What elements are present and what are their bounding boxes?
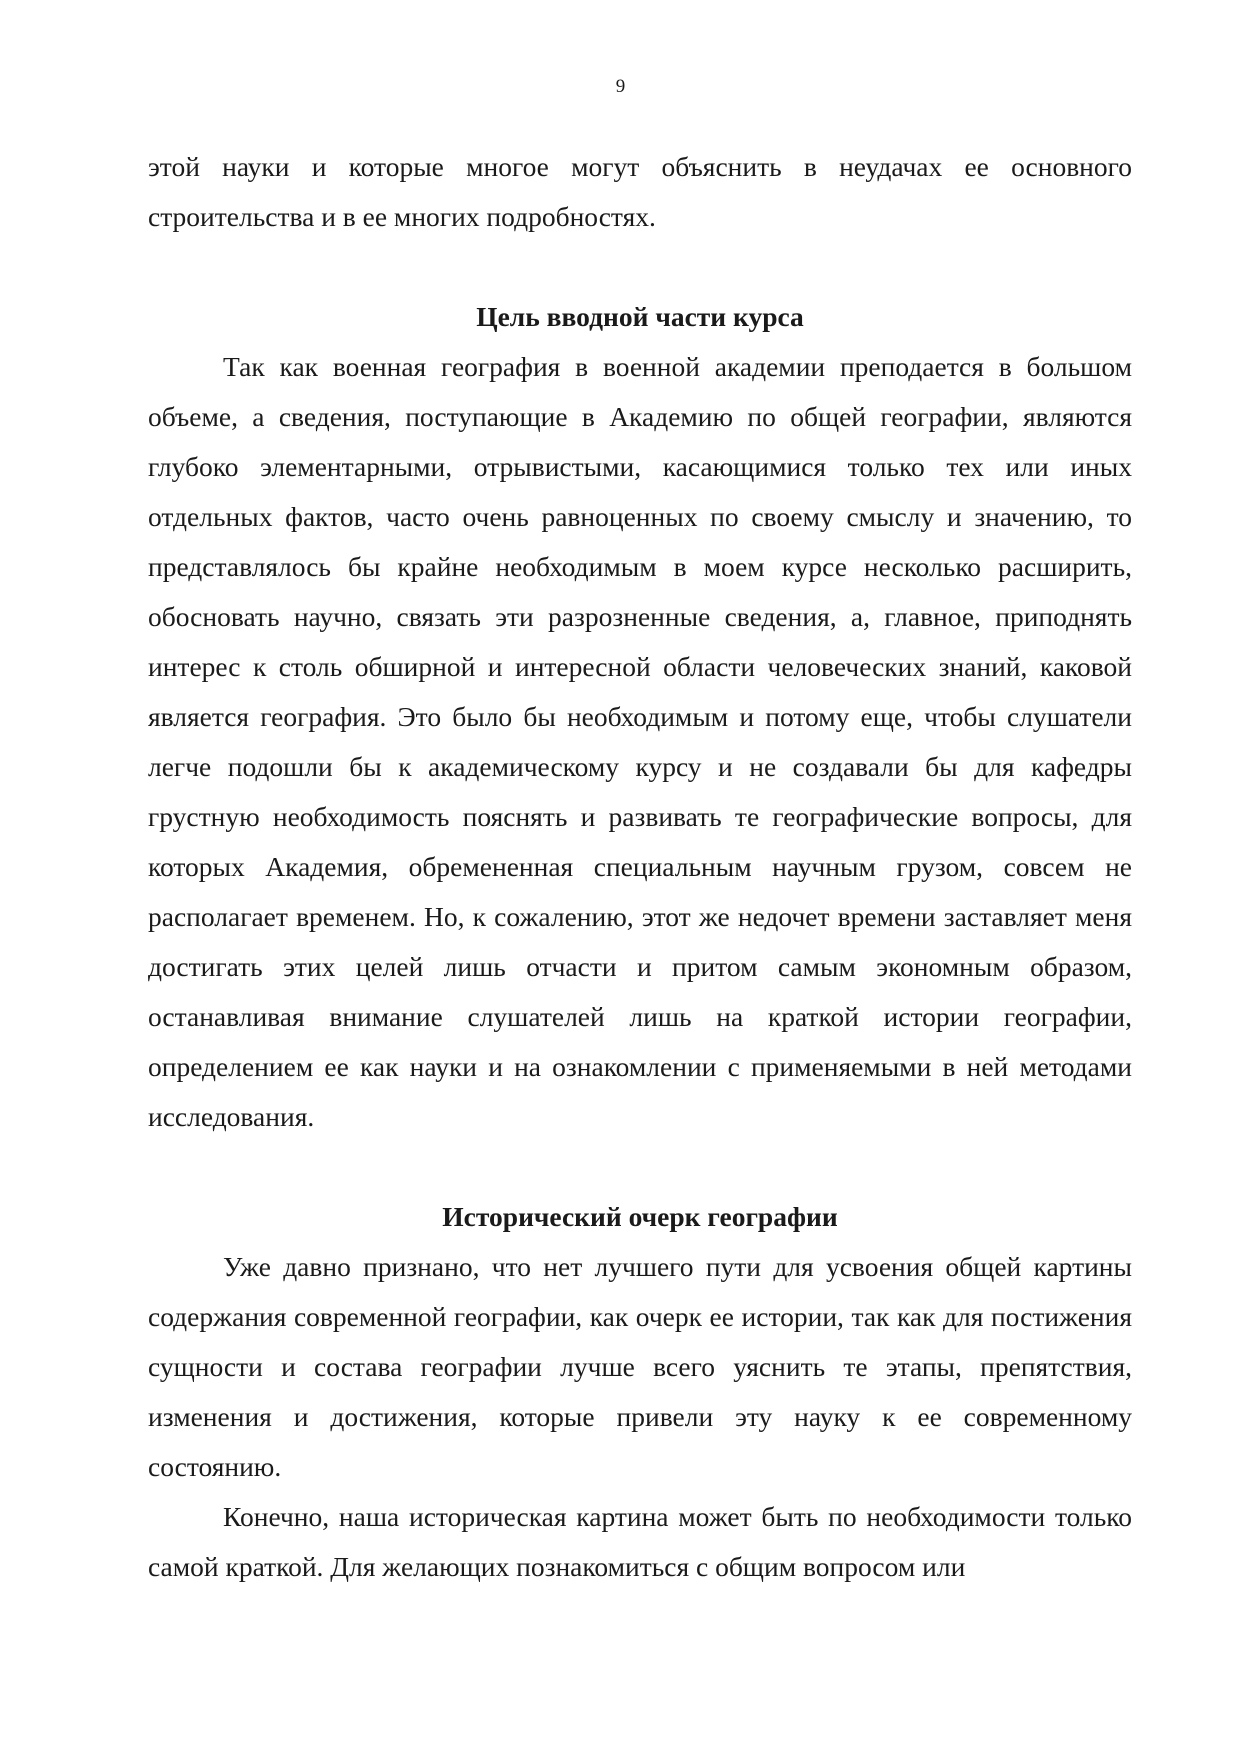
page-content <box>148 142 1132 1592</box>
paragraph-history-brief: Конечно, наша историческая картина может быть по необходимости только самой краткой. Для желающих познакомиться с общим вопросом или <box>148 1501 1132 1582</box>
section-heading-course-goal: Цель вводной части курса <box>476 301 804 332</box>
paragraph-continuation: этой науки и которые многое могут объяснить в неудачах ее основного строительства и в ее многих подробностях. <box>148 151 1132 232</box>
section-heading-history: Исторический очерк географии <box>442 1201 838 1232</box>
page-number: 9 <box>615 76 626 97</box>
paragraph-course-goal: Так как военная география в военной академии преподается в большом объеме, а сведения, поступающие в Академию по общей географии, являются глубоко элементарными, отрывистыми, касающимися только тех или иных отдельных фактов, часто очень равноценных по своему смыслу и значению, то представлялось бы крайне необходимым в моем курсе несколько расширить, обосновать научно, связать эти разрозненные сведения, а, главное, приподнять интерес к столь обширной и интересной области человеческих знаний, каковой является география. Это было бы необходимым и потому еще, чтобы слушатели легче подошли бы к академическому курсу и не создавали бы для кафедры грустную необходимость пояснять и развивать те географические вопросы, для которых Академия, обремененная специальным научным грузом, совсем не располагает временем. Но, к сожалению, этот же недочет времени заставляет меня достигать этих целей лишь отчасти и притом самым экономным образом, останавливая внимание слушателей лишь на краткой истории географии, определением ее как науки и на ознакомлении с применяемыми в ней методами исследования. <box>148 351 1132 1132</box>
paragraph-history-intro: Уже давно признано, что нет лучшего пути для усвоения общей картины содержания современной географии, как очерк ее истории, так как для постижения сущности и состава географии лучше всего уяснить те этапы, препятствия, изменения и достижения, которые привели эту науку к ее современному состоянию. <box>148 1251 1132 1482</box>
